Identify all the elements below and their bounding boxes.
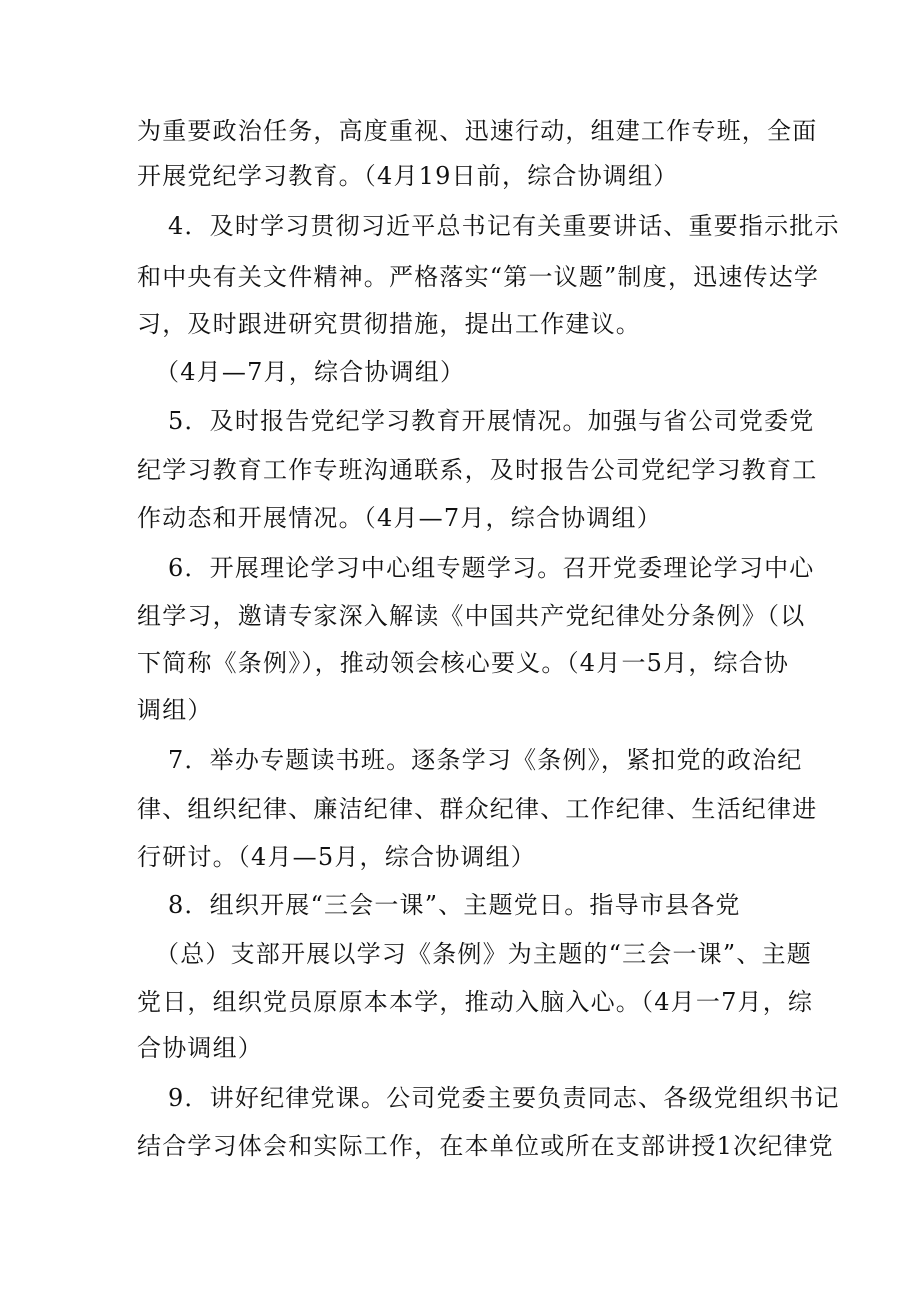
text-line: 组学习，邀请专家深入解读《中国共产党纪律处分条例》（以	[137, 602, 806, 630]
text-line: 党日，组织党员原原本本学，推动入脑入心。（4月一7月，综	[137, 988, 814, 1016]
list-item-9: 9．讲好纪律党课。公司党委主要负责同志、各级党组织书记	[168, 1084, 840, 1112]
text-line: （总）支部开展以学习《条例》为主题的“三会一课”、主题	[155, 940, 812, 968]
text-line: 下简称《条例》），推动领会核心要义。（4月一5月，综合协	[137, 649, 790, 677]
text-line: 结合学习体会和实际工作，在本单位或所在支部讲授1次纪律党	[137, 1132, 834, 1160]
list-item-4: 4．及时学习贯彻习近平总书记有关重要讲话、重要指示批示	[168, 212, 840, 240]
text-line: 和中央有关文件精神。严格落实“第一议题”制度，迅速传达学	[137, 263, 820, 291]
text-line: 为重要政治任务，高度重视、迅速行动，组建工作专班，全面	[137, 117, 818, 145]
list-item-7: 7．举办专题读书班。逐条学习《条例》，紧扣党的政治纪	[168, 746, 803, 774]
text-line: 调组）	[137, 696, 213, 724]
text-line: 行研讨。（4月—5月，综合协调组）	[137, 843, 536, 871]
text-line: 习，及时跟进研究贯彻措施，提出工作建议。	[137, 310, 641, 338]
list-item-8: 8．组织开展“三会一课”、主题党日。指导市县各党	[168, 891, 741, 919]
text-line: 开展党纪学习教育。（4月19日前，综合协调组）	[137, 162, 679, 190]
text-line: 合协调组）	[137, 1034, 263, 1062]
list-item-5: 5．及时报告党纪学习教育开展情况。加强与省公司党委党	[168, 407, 815, 435]
text-line: 纪学习教育工作专班沟通联系，及时报告公司党纪学习教育工	[137, 456, 818, 484]
text-line: （4月—7月，综合协调组）	[155, 358, 466, 386]
text-line: 作动态和开展情况。（4月—7月，综合协调组）	[137, 504, 662, 532]
list-item-6: 6．开展理论学习中心组专题学习。召开党委理论学习中心	[168, 554, 815, 582]
text-line: 律、组织纪律、廉洁纪律、群众纪律、工作纪律、生活纪律进	[137, 795, 818, 823]
